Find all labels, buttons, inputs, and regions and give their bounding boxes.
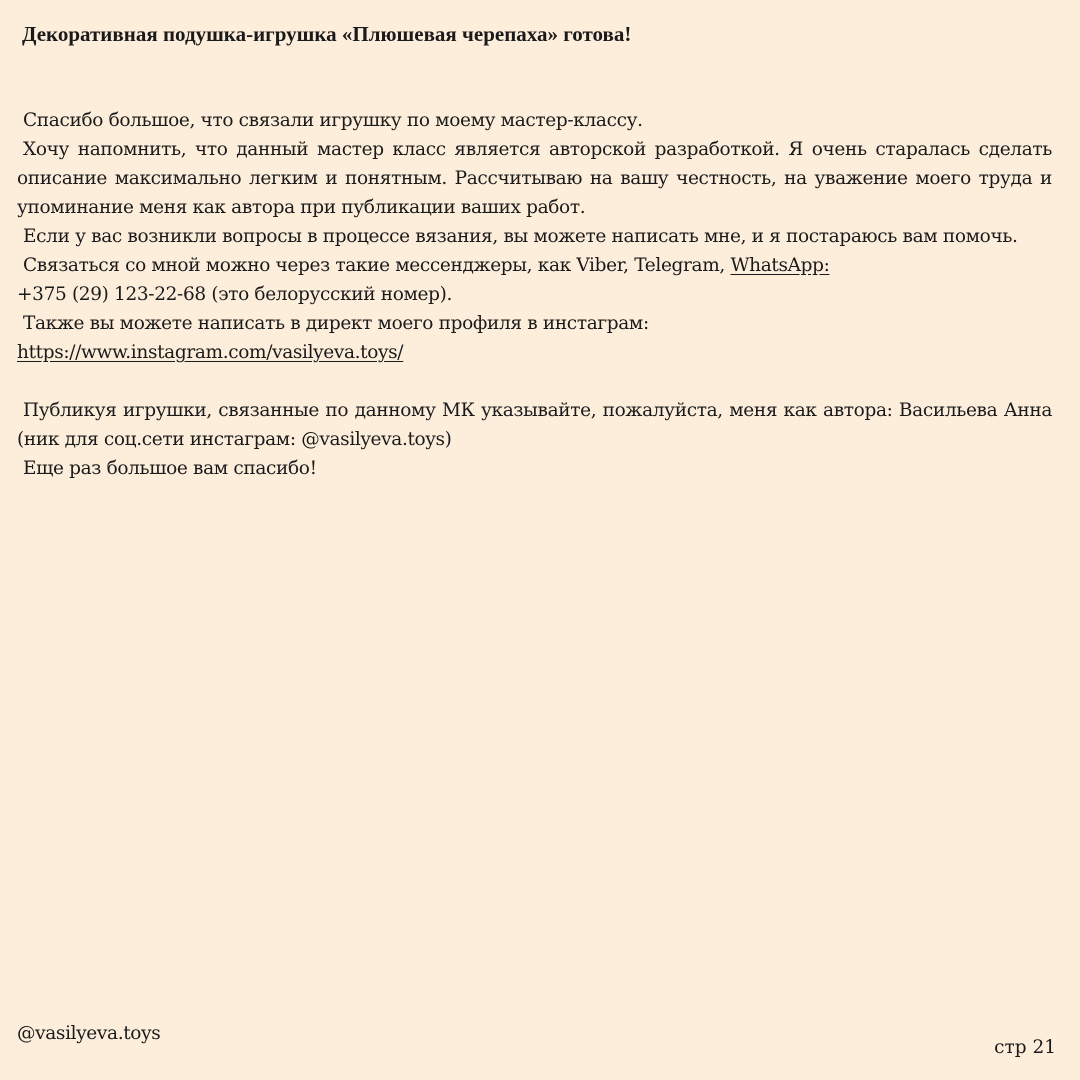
thanks-paragraph: Спасибо большое, что связали игрушку по моему мастер-классу. (23, 110, 643, 131)
footer-handle: @vasilyeva.toys (17, 1023, 161, 1044)
contact-paragraph (17, 251, 1052, 280)
page-title: Декоративная подушка-игрушка «Плюшевая черепаха» готова! (22, 22, 632, 46)
contact-text: Связаться со мной можно через такие мессенджеры, как Viber, Telegram, (23, 255, 731, 276)
phone-number: +375 (29) 123-22-68 (это белорусский номер). (17, 284, 453, 305)
document-body (17, 106, 1052, 483)
paragraph-gap (17, 367, 1052, 396)
publish-paragraph: Публикуя игрушки, связанные по данному МК указывайте, пожалуйста, меня как автора: Васильева Анна (ник для соц.сети инстаграм: @vasilyeva.toys) (17, 400, 1052, 450)
instagram-link-line (17, 338, 1052, 367)
reminder-paragraph: Хочу напомнить, что данный мастер класс является авторской разработкой. Я очень старалась сделать описание максимально легким и понятным. Рассчитываю на вашу честность, на уважение моего труда и упоминание меня как автора при публикации ваших работ. (17, 139, 1052, 218)
whatsapp-link[interactable]: WhatsApp: (730, 255, 830, 276)
page-number: стр 21 (994, 1037, 1056, 1058)
questions-paragraph: Если у вас возникли вопросы в процессе вязания, вы можете написать мне, и я постараюсь вам помочь. (23, 226, 1018, 247)
direct-paragraph: Также вы можете написать в директ моего профиля в инстаграм: (23, 313, 649, 334)
final-thanks-paragraph: Еще раз большое вам спасибо! (23, 458, 317, 479)
instagram-link[interactable]: https://www.instagram.com/vasilyeva.toys/ (17, 342, 404, 363)
